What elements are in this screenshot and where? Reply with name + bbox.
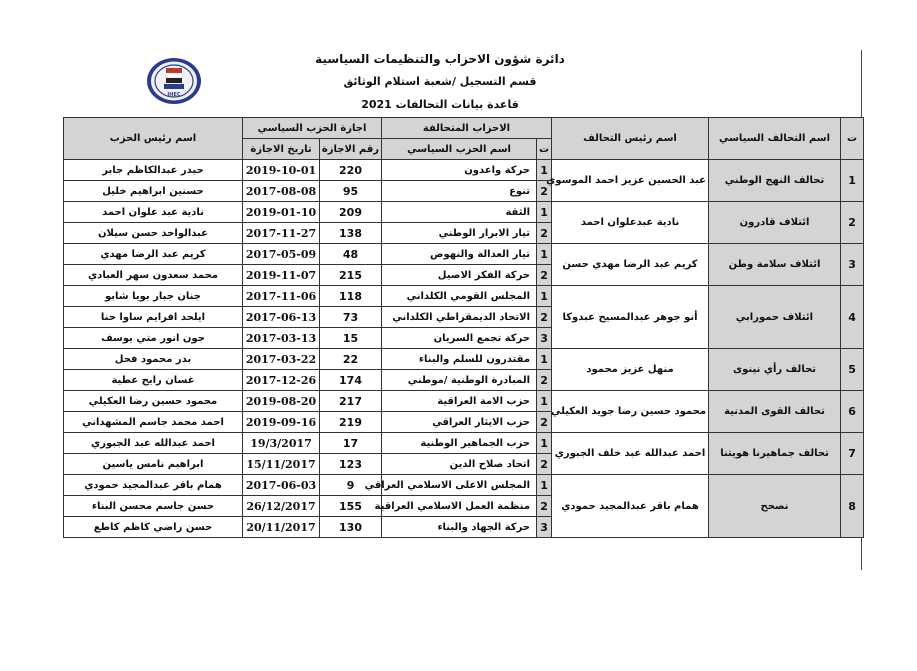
license-date-cell: 2017-11-06 — [243, 286, 320, 307]
party-name-cell: تنوع — [382, 181, 537, 202]
party-head-cell: نادية عبد علوان احمد — [64, 202, 243, 223]
alliance-name-header: اسم التحالف السياسي — [709, 118, 841, 160]
license-number-cell: 209 — [320, 202, 382, 223]
license-number-cell: 73 — [320, 307, 382, 328]
license-date-cell: 2017-08-08 — [243, 181, 320, 202]
party-seq-cell: 3 — [537, 517, 552, 538]
party-seq-cell: 2 — [537, 370, 552, 391]
license-number-cell: 22 — [320, 349, 382, 370]
license-number-cell: 95 — [320, 181, 382, 202]
party-seq-cell: 2 — [537, 496, 552, 517]
license-date-cell: 2017-06-13 — [243, 307, 320, 328]
license-number-cell: 174 — [320, 370, 382, 391]
party-head-cell: حسن جاسم محسن البناء — [64, 496, 243, 517]
commission-seal-icon — [146, 57, 202, 105]
license-date-cell: 2017-11-27 — [243, 223, 320, 244]
party-seq-cell: 1 — [537, 475, 552, 496]
license-number-header: رقم الاجازة — [320, 139, 382, 160]
license-number-cell: 48 — [320, 244, 382, 265]
party-seq-cell: 3 — [537, 328, 552, 349]
party-seq-cell: 1 — [537, 391, 552, 412]
sub-seq-header: ت — [537, 139, 552, 160]
alliance-name-cell: تحالف النهج الوطني — [709, 160, 841, 202]
party-name-cell: حركة الجهاد والبناء — [382, 517, 537, 538]
alliance-seq-cell: 4 — [841, 286, 864, 349]
party-seq-cell: 1 — [537, 202, 552, 223]
license-date-cell: 2019-11-07 — [243, 265, 320, 286]
party-name-cell: حركة تجمع السريان — [382, 328, 537, 349]
party-seq-cell: 2 — [537, 265, 552, 286]
party-head-cell: محمود حسين رضا العكيلي — [64, 391, 243, 412]
party-head-cell: جون انور متي يوسف — [64, 328, 243, 349]
table-row — [64, 475, 864, 496]
party-head-cell: حسن راضي كاظم كاطع — [64, 517, 243, 538]
party-head-cell: احمد محمد جاسم المشهداني — [64, 412, 243, 433]
alliance-name-cell: تحالف القوى المدنية — [709, 391, 841, 433]
table-row — [64, 391, 864, 412]
party-seq-cell: 2 — [537, 454, 552, 475]
alliance-name-cell: تحالف جماهيرنا هويتنا — [709, 433, 841, 475]
party-name-cell: المجلس القومي الكلداني — [382, 286, 537, 307]
party-name-cell: الثقة — [382, 202, 537, 223]
license-date-cell: 2019-08-20 — [243, 391, 320, 412]
license-number-cell: 155 — [320, 496, 382, 517]
party-name-cell: تيار الابرار الوطني — [382, 223, 537, 244]
party-license-header: اجازة الحزب السياسي — [243, 118, 382, 139]
alliance-name-cell: ائتلاف قادرون — [709, 202, 841, 244]
party-head-cell: جنان جبار بويا شابو — [64, 286, 243, 307]
alliance-head-cell: نادية عبدعلوان احمد — [552, 202, 709, 244]
party-head-cell: احمد عبدالله عبد الجبوري — [64, 433, 243, 454]
party-name-cell: حزب الامة العراقية — [382, 391, 537, 412]
license-date-cell: 20/11/2017 — [243, 517, 320, 538]
alliance-head-cell: أنو جوهر عبدالمسيح عبدوكا — [552, 286, 709, 349]
party-head-header: اسم رئيس الحزب — [64, 118, 243, 160]
party-name-cell: حركة واعدون — [382, 160, 537, 181]
license-number-cell: 138 — [320, 223, 382, 244]
party-name-cell: الاتحاد الديمقراطي الكلداني — [382, 307, 537, 328]
alliance-head-cell: عبد الحسين عزيز احمد الموسوي — [552, 160, 709, 202]
alliance-name-cell: ائتلاف حمورابي — [709, 286, 841, 349]
table-row — [64, 244, 864, 265]
license-number-cell: 220 — [320, 160, 382, 181]
license-number-cell: 130 — [320, 517, 382, 538]
database-title: قاعدة بيانات التحالفات 2021 — [361, 98, 519, 111]
alliance-head-cell: منهل عزيز محمود — [552, 349, 709, 391]
party-name-cell: تيار العدالة والنهوض — [382, 244, 537, 265]
alliance-head-cell: كريم عبد الرضا مهدي حسن — [552, 244, 709, 286]
party-head-cell: حسنين ابراهيم خليل — [64, 181, 243, 202]
license-date-cell: 2017-03-22 — [243, 349, 320, 370]
party-seq-cell: 2 — [537, 412, 552, 433]
license-date-cell: 2019-10-01 — [243, 160, 320, 181]
license-number-cell: 17 — [320, 433, 382, 454]
alliance-seq-cell: 8 — [841, 475, 864, 538]
party-head-cell: عبدالواحد حسن سيلان — [64, 223, 243, 244]
alliance-head-cell: احمد عبدالله عبد خلف الجبوري — [552, 433, 709, 475]
party-name-header: اسم الحزب السياسي — [382, 139, 537, 160]
party-head-cell: همام باقر عبدالمجيد حمودي — [64, 475, 243, 496]
license-date-cell: 2019-09-16 — [243, 412, 320, 433]
alliances-table-body — [64, 160, 864, 538]
party-name-cell: المجلس الاعلى الاسلامي العراقي — [382, 475, 537, 496]
table-row — [64, 349, 864, 370]
license-date-cell: 2017-06-03 — [243, 475, 320, 496]
license-number-cell: 9 — [320, 475, 382, 496]
license-date-header: تاريخ الاجازة — [243, 139, 320, 160]
party-name-cell: حزب الجماهير الوطنية — [382, 433, 537, 454]
alliance-head-cell: محمود حسين رضا جويد العكيلي — [552, 391, 709, 433]
party-seq-cell: 1 — [537, 286, 552, 307]
party-head-cell: بدر محمود فحل — [64, 349, 243, 370]
party-name-cell: حركة الفكر الاصيل — [382, 265, 537, 286]
party-seq-cell: 2 — [537, 223, 552, 244]
party-seq-cell: 1 — [537, 349, 552, 370]
alliances-table — [63, 117, 864, 538]
table-row — [64, 202, 864, 223]
license-date-cell: 2017-05-09 — [243, 244, 320, 265]
alliance-seq-cell: 7 — [841, 433, 864, 475]
seq-header: ت — [841, 118, 864, 160]
party-name-cell: منظمة العمل الاسلامي العراقية — [382, 496, 537, 517]
alliance-name-cell: ائتلاف سلامة وطن — [709, 244, 841, 286]
party-name-cell: حزب الايثار العراقي — [382, 412, 537, 433]
party-name-cell: مقتدرون للسلم والبناء — [382, 349, 537, 370]
alliance-head-cell: همام باقر عبدالمجيد حمودي — [552, 475, 709, 538]
alliance-seq-cell: 6 — [841, 391, 864, 433]
party-name-cell: اتحاد صلاح الدين — [382, 454, 537, 475]
allied-parties-header: الاحزاب المتحالفة — [382, 118, 552, 139]
party-seq-cell: 1 — [537, 433, 552, 454]
party-head-cell: محمد سعدون سهر العبادي — [64, 265, 243, 286]
license-number-cell: 219 — [320, 412, 382, 433]
party-head-cell: غسان رايح عطية — [64, 370, 243, 391]
alliance-name-cell: تحالف رأي نينوى — [709, 349, 841, 391]
license-number-cell: 123 — [320, 454, 382, 475]
alliance-head-header: اسم رئيس التحالف — [552, 118, 709, 160]
party-seq-cell: 2 — [537, 307, 552, 328]
section-subtitle: قسم التسجيل /شعبة استلام الوثائق — [343, 75, 537, 88]
party-name-cell: المبادرة الوطنية /موطني — [382, 370, 537, 391]
license-number-cell: 15 — [320, 328, 382, 349]
alliance-seq-cell: 5 — [841, 349, 864, 391]
alliance-seq-cell: 2 — [841, 202, 864, 244]
party-seq-cell: 1 — [537, 244, 552, 265]
party-head-cell: حيدر عبدالكاظم جابر — [64, 160, 243, 181]
party-head-cell: ايلحد افرايم ساوا حنا — [64, 307, 243, 328]
license-date-cell: 26/12/2017 — [243, 496, 320, 517]
license-date-cell: 15/11/2017 — [243, 454, 320, 475]
license-date-cell: 19/3/2017 — [243, 433, 320, 454]
party-head-cell: ابراهيم نامس ياسين — [64, 454, 243, 475]
license-date-cell: 2017-03-13 — [243, 328, 320, 349]
party-seq-cell: 1 — [537, 160, 552, 181]
table-row — [64, 433, 864, 454]
license-number-cell: 215 — [320, 265, 382, 286]
alliance-seq-cell: 3 — [841, 244, 864, 286]
table-row — [64, 286, 864, 307]
party-head-cell: كريم عبد الرضا مهدي — [64, 244, 243, 265]
table-row — [64, 160, 864, 181]
license-number-cell: 118 — [320, 286, 382, 307]
department-title: دائرة شؤون الاحزاب والتنظيمات السياسية — [315, 52, 565, 66]
license-date-cell: 2019-01-10 — [243, 202, 320, 223]
alliance-name-cell: نصحح — [709, 475, 841, 538]
license-date-cell: 2017-12-26 — [243, 370, 320, 391]
alliance-seq-cell: 1 — [841, 160, 864, 202]
license-number-cell: 217 — [320, 391, 382, 412]
seal-caption: IHEC — [167, 92, 181, 98]
party-seq-cell: 2 — [537, 181, 552, 202]
